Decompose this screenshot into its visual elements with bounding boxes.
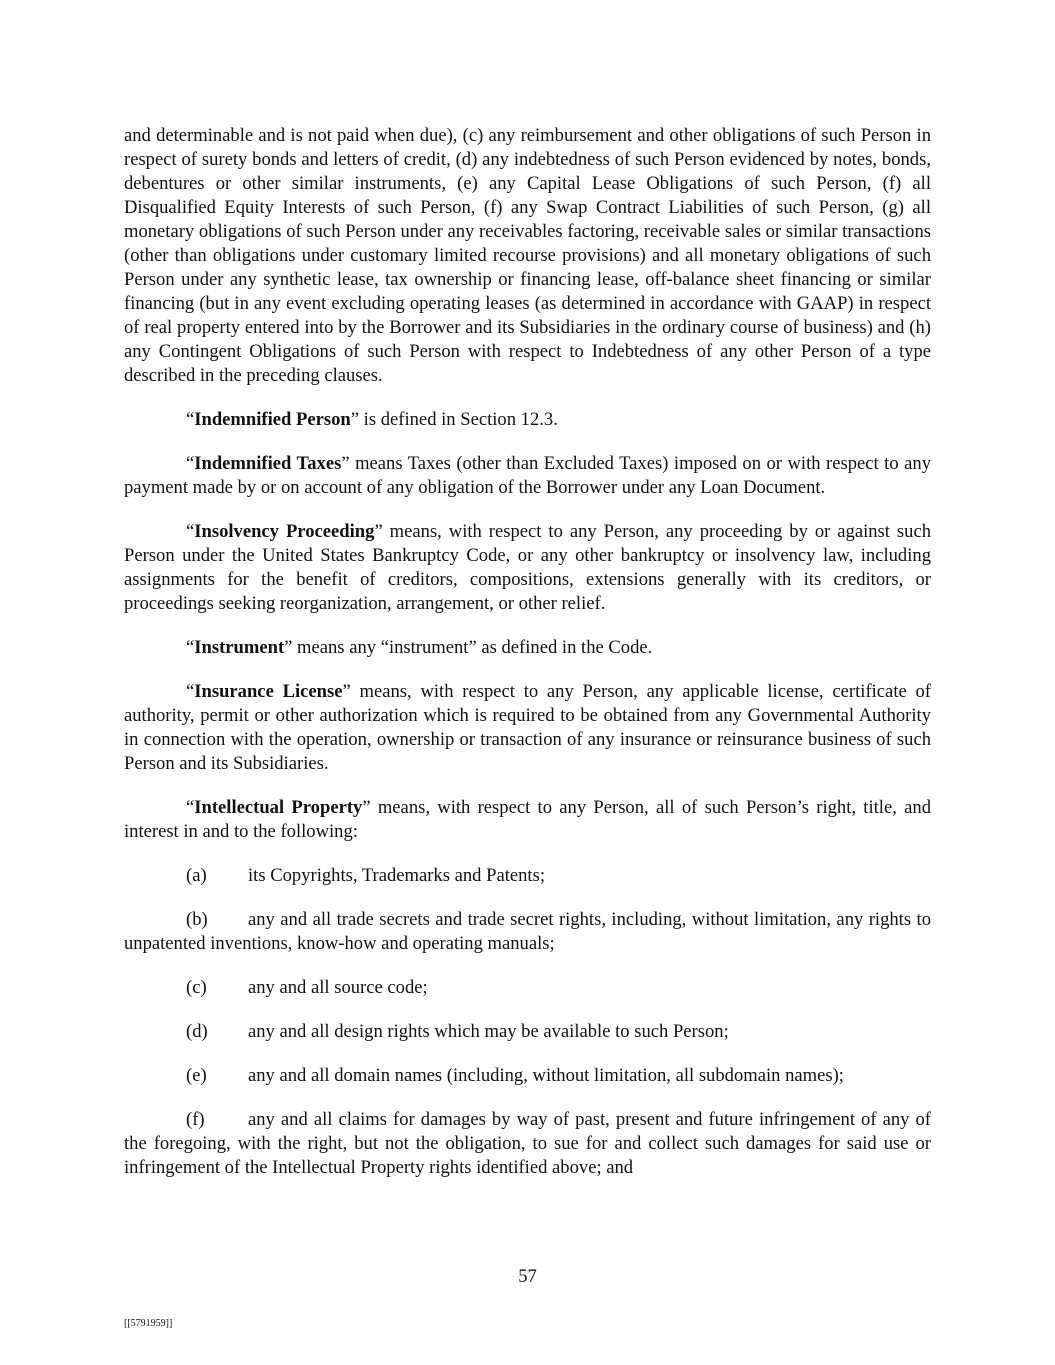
list-item-text: any and all source code; <box>248 977 428 998</box>
list-item-text: any and all claims for damages by way of past, present and future infringement of any of the foregoing, with the right, but not the obligation, to sue for and collect such damages for said use or infringement of the Intellectual Property rights identified above; and <box>124 1109 931 1178</box>
page-number: 57 <box>518 1266 537 1287</box>
list-item-b <box>124 908 931 956</box>
defined-term: Insolvency Proceeding <box>194 521 375 542</box>
definition-indemnified-taxes <box>124 452 931 500</box>
document-body <box>124 124 931 1200</box>
open-quote: “ <box>186 797 195 818</box>
list-item-label: (c) <box>186 977 207 998</box>
defined-term: Intellectual Property <box>194 797 363 818</box>
definition-indemnified-person <box>124 408 931 432</box>
list-item-f <box>124 1108 931 1180</box>
list-item-e <box>124 1064 931 1088</box>
list-item-label: (b) <box>186 909 208 930</box>
list-item-c <box>124 976 931 1000</box>
list-item-label: (d) <box>186 1021 208 1042</box>
definition-intellectual-property <box>124 796 931 844</box>
definition-insolvency-proceeding <box>124 520 931 616</box>
definition-text: ” means any “instrument” as defined in the Code. <box>284 637 653 658</box>
document-id: [[5791959]] <box>124 1318 173 1329</box>
list-item-label: (f) <box>186 1109 205 1130</box>
continuation-paragraph: and determinable and is not paid when due), (c) any reimbursement and other obligations of such Person in respect of surety bonds and letters of credit, (d) any indebtedness of such Person evidenced by notes, bonds, debentures or other similar instruments, (e) any Capital Lease Obligations of such Person, (f) all Disqualified Equity Interests of such Person, (f) any Swap Contract Liabilities of such Person, (g) all monetary obligations of such Person under any receivables factoring, receivable sales or similar transactions (other than obligations under customary limited recourse provisions) and all monetary obligations of such Person under any synthetic lease, tax ownership or financing lease, off-balance sheet financing or similar financing (but in any event excluding operating leases (as determined in accordance with GAAP) in respect of real property entered into by the Borrower and its Subsidiaries in the ordinary course of business) and (h) any Contingent Obligations of such Person with respect to Indebtedness of any other Person of a type described in the preceding clauses. <box>124 125 931 386</box>
definition-text: ” means, with respect to any Person, any applicable license, certificate of authority, permit or other authorization which is required to be obtained from any Governmental Authority in connection with the operation, ownership or transaction of any insurance or reinsurance business of such Person and its Subsidiaries. <box>124 681 931 774</box>
list-item-text: its Copyrights, Trademarks and Patents; <box>248 865 545 886</box>
defined-term: Indemnified Taxes <box>194 453 342 474</box>
defined-term: Instrument <box>194 637 285 658</box>
defined-term: Indemnified Person <box>194 409 351 430</box>
definition-text: ” means Taxes (other than Excluded Taxes) imposed on or with respect to any payment made by or on account of any obligation of the Borrower under any Loan Document. <box>124 453 931 498</box>
list-item-text: any and all domain names (including, without limitation, all subdomain names); <box>248 1065 844 1086</box>
definition-instrument <box>124 636 931 660</box>
definition-insurance-license <box>124 680 931 776</box>
open-quote: “ <box>186 637 195 658</box>
open-quote: “ <box>186 521 195 542</box>
list-item-label: (a) <box>186 865 207 886</box>
definition-text: ” means, with respect to any Person, all of such Person’s right, title, and interest in and to the following: <box>124 797 931 842</box>
list-item-d <box>124 1020 931 1044</box>
open-quote: “ <box>186 409 195 430</box>
definition-text: ” is defined in Section 12.3. <box>350 409 558 430</box>
list-item-a <box>124 864 931 888</box>
defined-term: Insurance License <box>194 681 343 702</box>
definition-text: ” means, with respect to any Person, any proceeding by or against such Person under the United States Bankruptcy Code, or any other bankruptcy or insolvency law, including assignments for the benefit of creditors, compositions, extensions generally with its creditors, or proceedings seeking reorganization, arrangement, or other relief. <box>124 521 932 614</box>
list-item-label: (e) <box>186 1065 207 1086</box>
open-quote: “ <box>186 681 195 702</box>
list-item-text: any and all trade secrets and trade secret rights, including, without limitation, any rights to unpatented inventions, know-how and operating manuals; <box>124 909 931 954</box>
list-item-text: any and all design rights which may be available to such Person; <box>248 1021 729 1042</box>
open-quote: “ <box>186 453 195 474</box>
